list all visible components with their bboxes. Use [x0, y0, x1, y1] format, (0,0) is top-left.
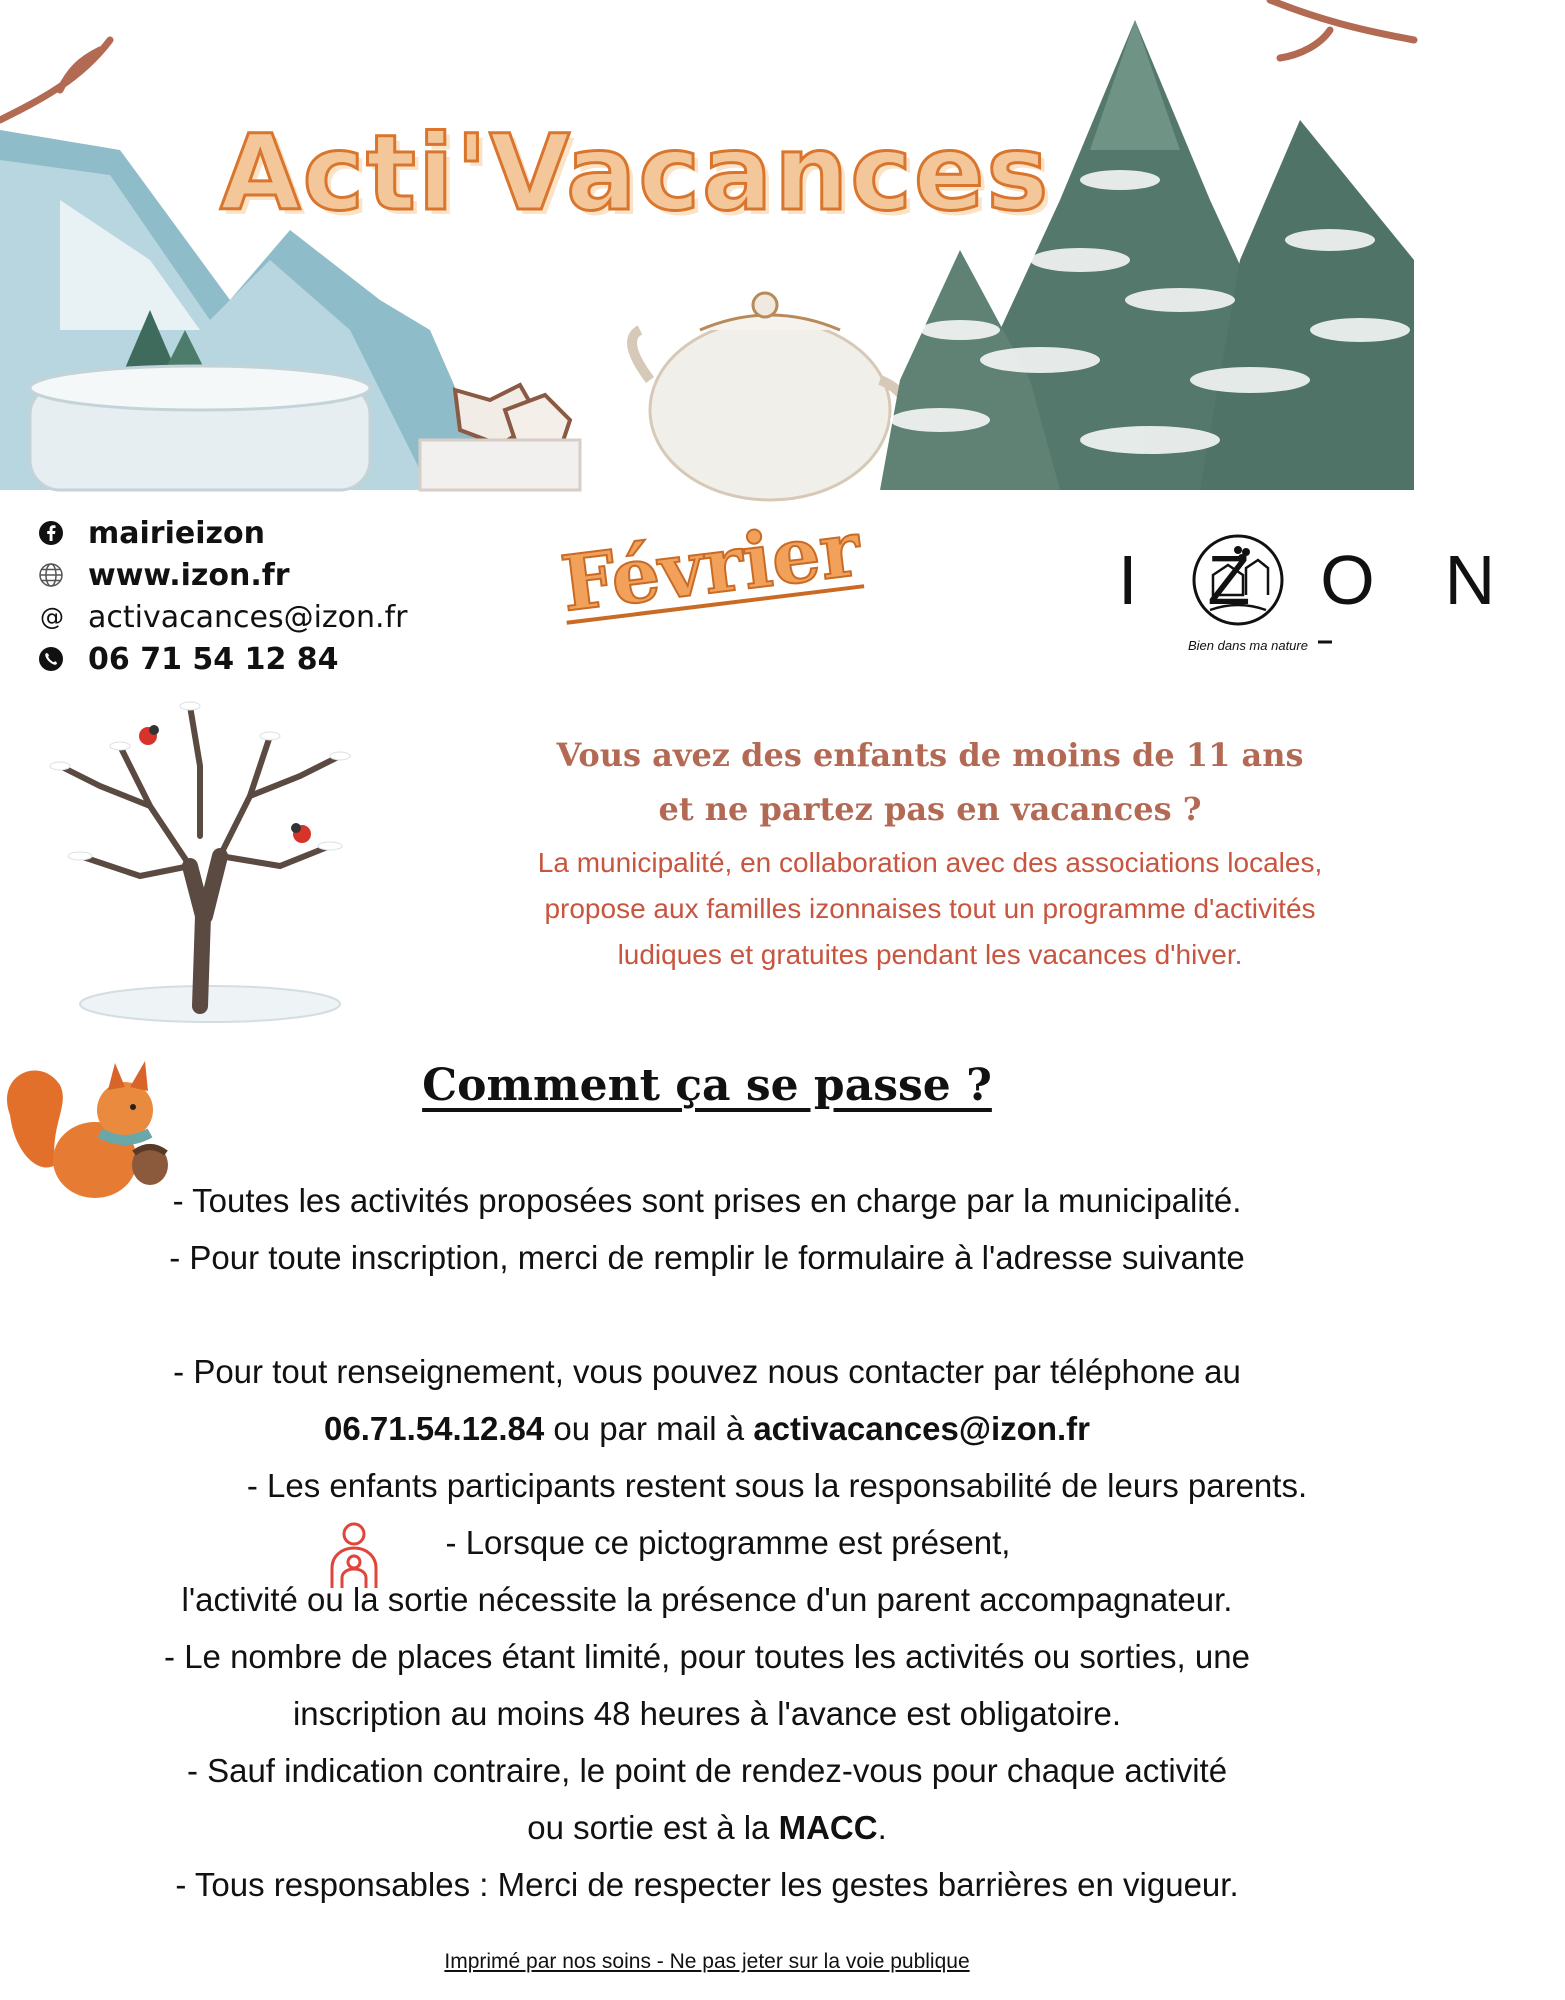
footer-note: Imprimé par nos soins - Ne pas jeter sur la voie publique: [444, 1950, 970, 1973]
rule-item-contact: 06.71.54.12.84 ou par mail à activacances@izon.fr: [324, 1410, 1090, 1447]
month-label: Février: [556, 503, 865, 629]
contact-email[interactable]: [36, 596, 407, 638]
header-banner: [0, 0, 1414, 490]
intro-text-3: ludiques et gratuites pendant les vacances d'hiver.: [617, 939, 1243, 970]
rule-phone: 06.71.54.12.84: [324, 1410, 545, 1447]
rule-item: - Sauf indication contraire, le point de rendez-vous pour chaque activité: [186, 1752, 1228, 1789]
intro-question-1: Vous avez des enfants de moins de 11 ans: [556, 736, 1304, 774]
website-link: www.izon.fr: [88, 557, 290, 593]
rule-email: activacances@izon.fr: [753, 1410, 1090, 1447]
how-heading: Comment ça se passe ?: [422, 1060, 992, 1111]
at-sign-icon: [36, 602, 66, 632]
page-title: Acti'Vacances: [220, 112, 1051, 234]
rule-item: inscription au moins 48 heures à l'avance est obligatoire.: [292, 1695, 1122, 1732]
izon-logo: [1118, 520, 1565, 660]
winter-scene-illustration: [0, 0, 1414, 490]
rule-item: - Toutes les activités proposées sont prises en charge par la municipalité.: [172, 1182, 1242, 1219]
intro-question-2: et ne partez pas en vacances ?: [658, 790, 1202, 828]
rule-item: l'activité ou la sortie nécessite la présence d'un parent accompagnateur.: [181, 1581, 1233, 1618]
contact-list: [36, 512, 407, 680]
email-address: activacances@izon.fr: [88, 599, 408, 635]
svg-text:@: @: [40, 603, 64, 631]
logo-wordmark: IZON: [1118, 541, 1565, 619]
rule-item: - Tous responsables : Merci de respecter les gestes barrières en vigueur.: [175, 1866, 1239, 1903]
contact-phone[interactable]: [36, 638, 407, 680]
globe-icon: [36, 560, 66, 590]
facebook-icon: [36, 518, 66, 548]
rule-item: - Le nombre de places étant limité, pour toutes les activités ou sorties, une: [164, 1638, 1250, 1675]
rule-item: ou sortie est à la MACC.: [527, 1809, 887, 1846]
phone-number: 06 71 54 12 84: [88, 641, 339, 677]
intro-text-1: La municipalité, en collaboration avec des associations locales,: [537, 847, 1323, 878]
rule-item: - Lorsque ce pictogramme est présent,: [445, 1524, 1011, 1561]
blank-line: [0, 1286, 1414, 1343]
logo-tagline: Bien dans ma nature: [1188, 638, 1308, 653]
phone-icon: [36, 644, 66, 674]
rule-item: - Pour tout renseignement, vous pouvez nous contacter par téléphone au: [173, 1353, 1241, 1390]
rule-item: - Pour toute inscription, merci de remplir le formulaire à l'adresse suivante: [169, 1239, 1245, 1276]
robin-bird-icon: [139, 725, 159, 745]
rule-item: - Les enfants participants restent sous la responsabilité de leurs parents.: [246, 1467, 1308, 1504]
parent-child-pictogram-icon: [324, 1522, 384, 1594]
rules-list: [0, 1172, 1414, 1913]
contact-facebook[interactable]: [36, 512, 407, 554]
intro-text-2: propose aux familles izonnaises tout un programme d'activités: [544, 893, 1316, 924]
winter-tree-illustration: [40, 686, 380, 1031]
contact-website[interactable]: [36, 554, 407, 596]
facebook-handle: mairieizon: [88, 515, 265, 551]
intro-section: [470, 728, 1390, 978]
